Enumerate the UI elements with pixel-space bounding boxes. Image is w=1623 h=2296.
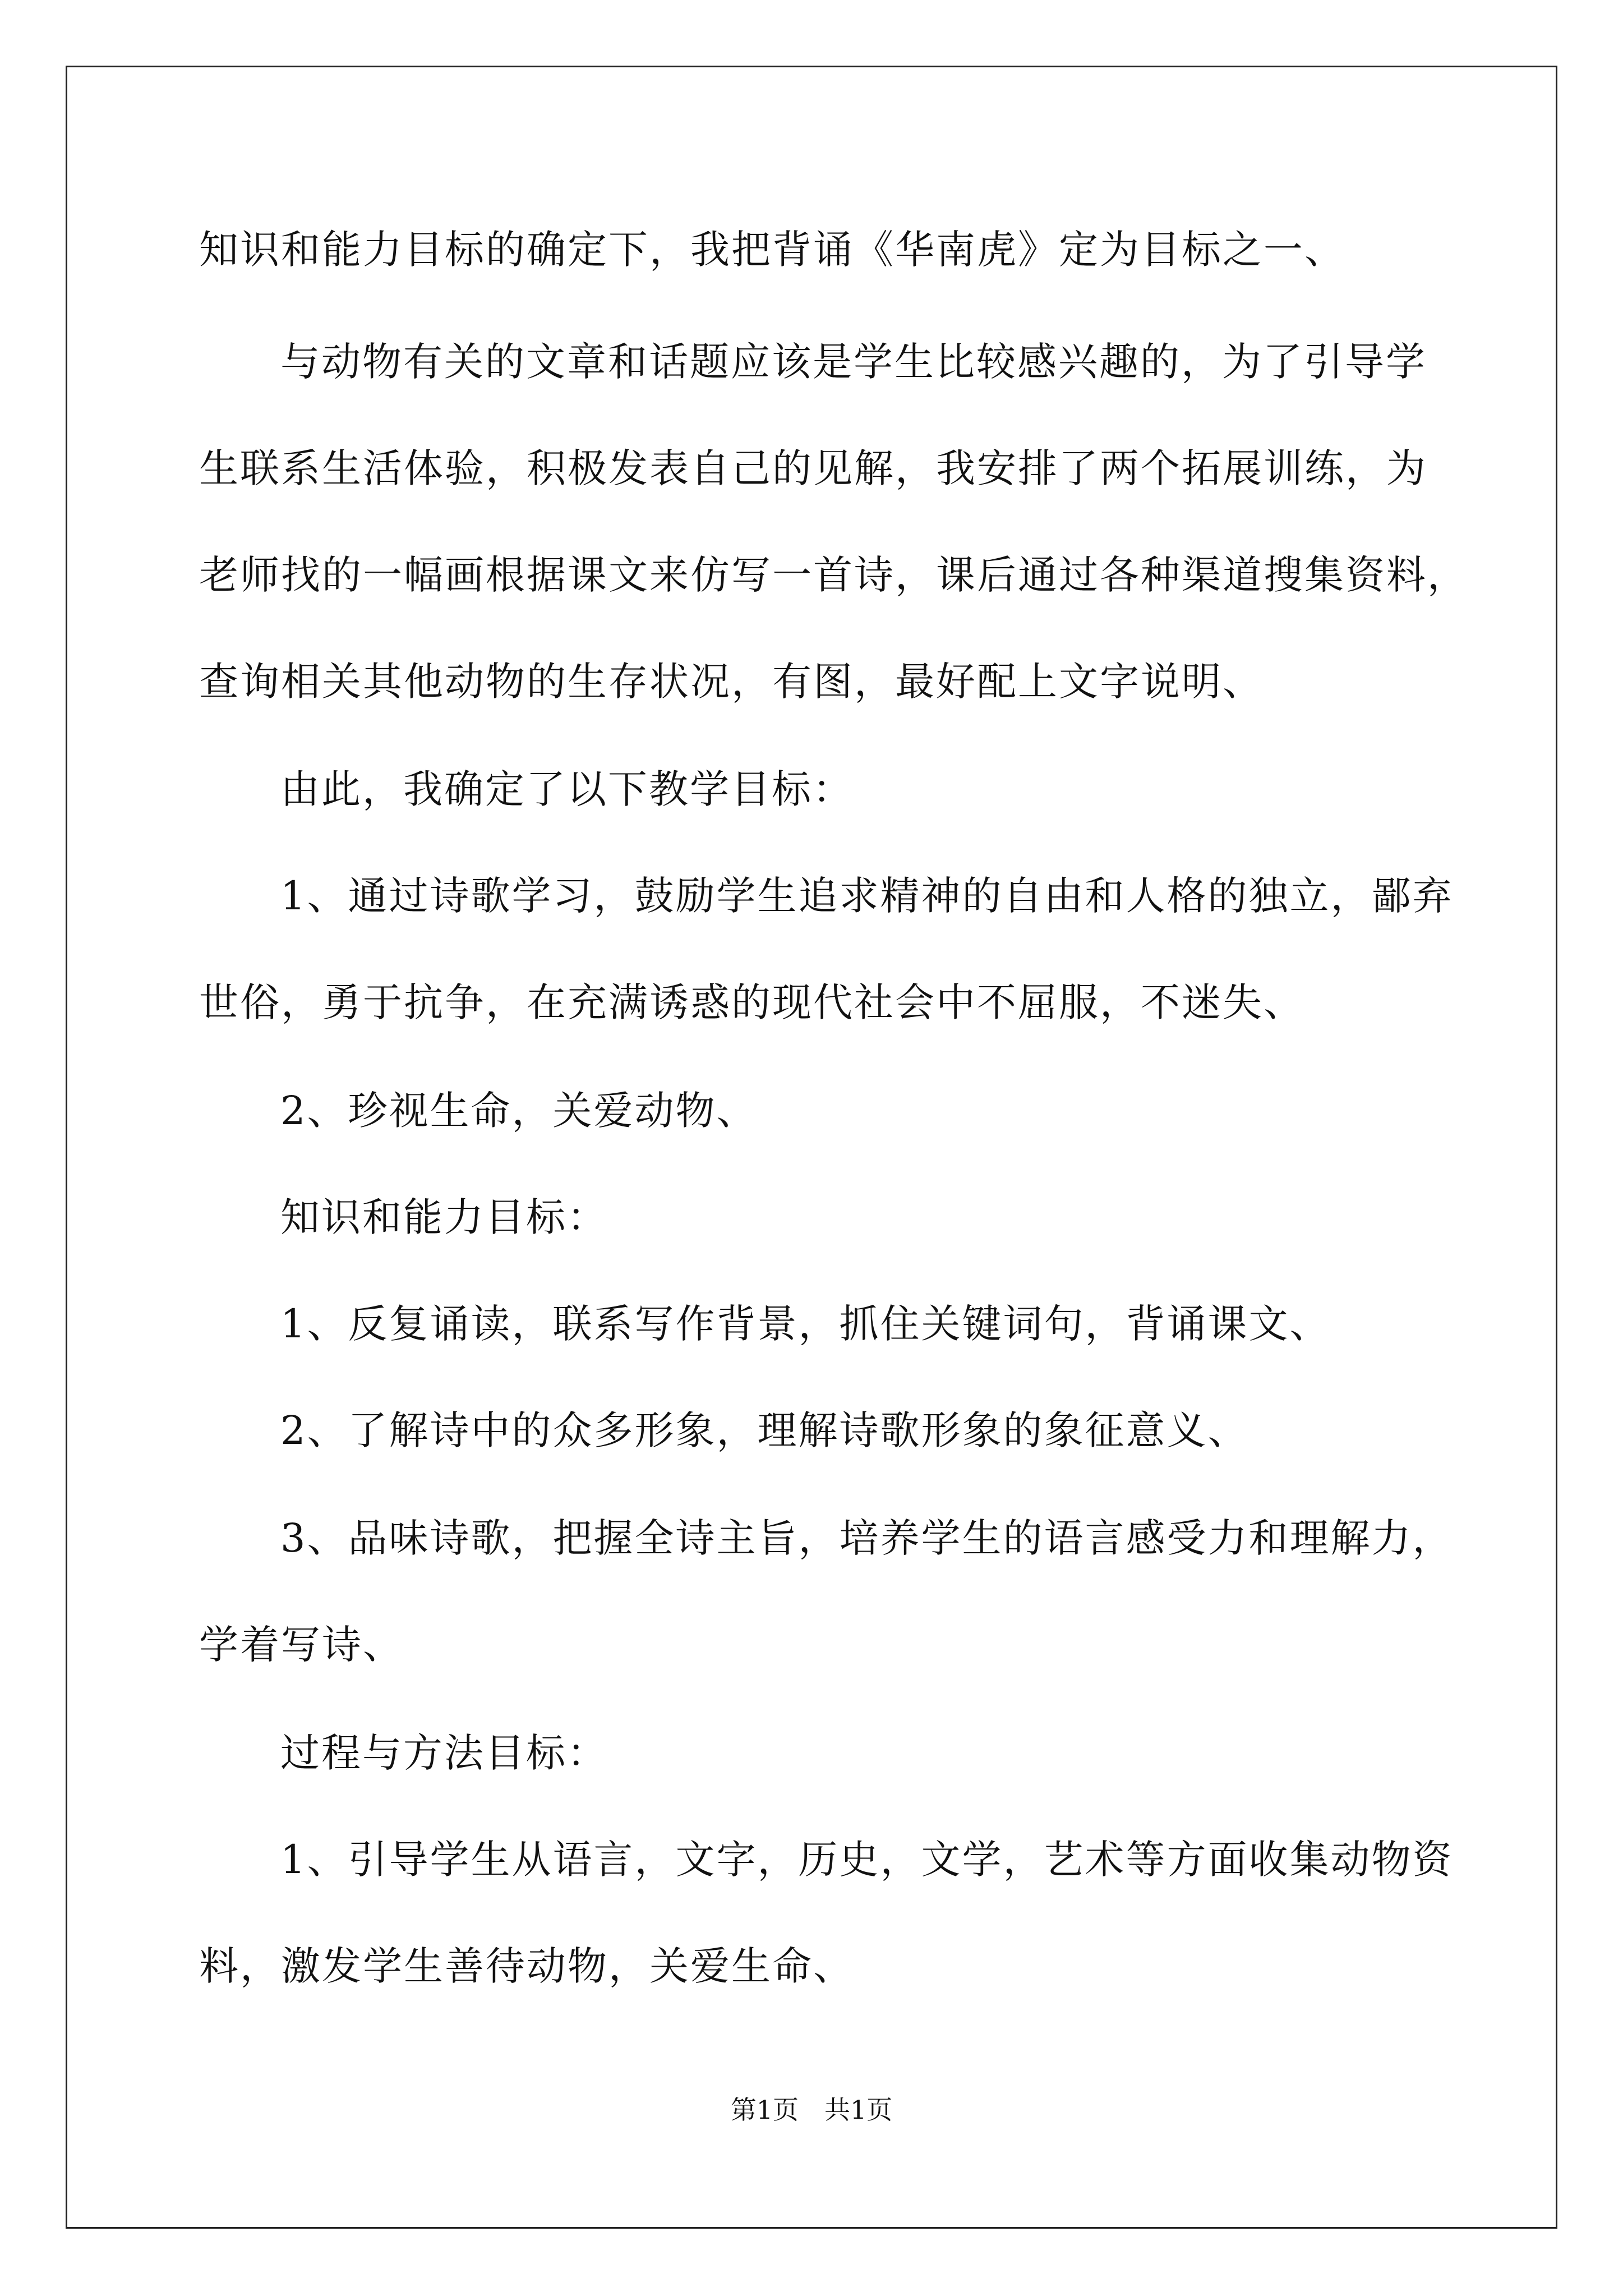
page-border	[66, 66, 1557, 2229]
text-line-6: 由此，我确定了以下教学目标：	[280, 766, 854, 812]
text-line-3: 生联系生活体验，积极发表自己的见解，我安排了两个拓展训练，为	[199, 445, 1427, 491]
text-line-8: 世俗，勇于抗争，在充满诱惑的现代社会中不屈服，不迷失、	[199, 979, 1304, 1025]
text-line-12: 2、了解诗中的众多形象，理解诗歌形象的象征意义、	[280, 1407, 1249, 1453]
text-line-7: 1、通过诗歌学习，鼓励学生追求精神的自由和人格的独立，鄙弃	[280, 873, 1454, 919]
text-line-17: 料，激发学生善待动物，关爱生命、	[199, 1943, 854, 1989]
text-line-13: 3、品味诗歌，把握全诗主旨，培养学生的语言感受力和理解力，	[280, 1515, 1454, 1561]
text-line-10: 知识和能力目标：	[280, 1194, 608, 1240]
text-line-11: 1、反复诵读，联系写作背景，抓住关键词句，背诵课文、	[280, 1301, 1331, 1347]
text-line-9: 2、珍视生命，关爱动物、	[280, 1088, 758, 1134]
text-line-16: 1、引导学生从语言，文字，历史，文学，艺术等方面收集动物资	[280, 1837, 1454, 1883]
text-line-14: 学着写诗、	[199, 1622, 404, 1668]
text-line-1: 知识和能力目标的确定下，我把背诵《华南虎》定为目标之一、	[199, 227, 1345, 273]
text-line-2: 与动物有关的文章和话题应该是学生比较感兴趣的，为了引导学	[280, 339, 1427, 385]
text-line-15: 过程与方法目标：	[280, 1730, 608, 1776]
text-line-5: 查询相关其他动物的生存状况，有图，最好配上文字说明、	[199, 659, 1264, 705]
page-footer: 第1页 共1页	[730, 2095, 893, 2125]
text-line-4: 老师找的一幅画根据课文来仿写一首诗，课后通过各种渠道搜集资料，	[199, 552, 1468, 598]
